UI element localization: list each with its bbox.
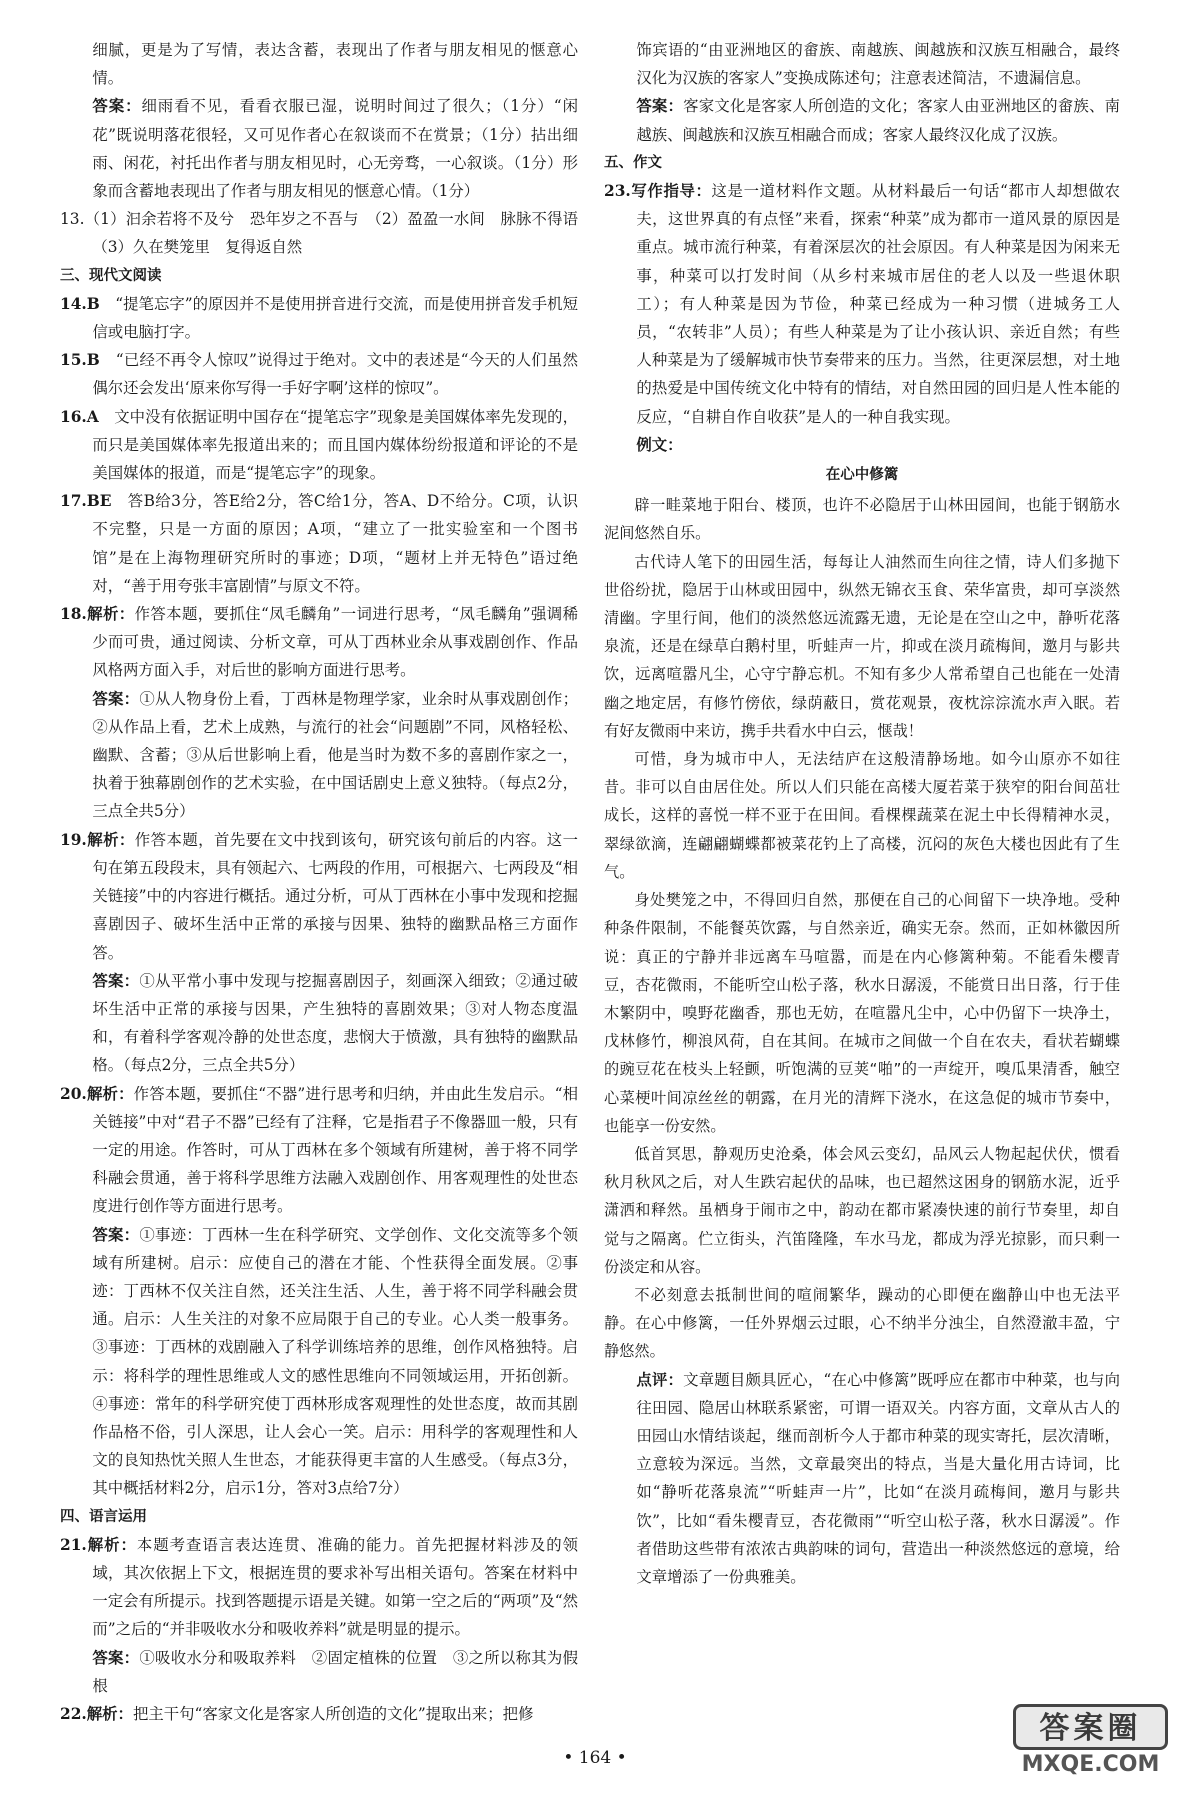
question-item xyxy=(60,205,594,261)
item-label: 15.B xyxy=(60,351,100,370)
item-label: 19.解析： xyxy=(60,830,135,849)
item-label: 答案： xyxy=(636,97,684,116)
item-text: “已经不再令人惊叹”说得过于绝对。文中的表述是“今天的人们虽然偶尔还会发出‘原来你写得一手好字啊’这样的惊叹”。 xyxy=(92,351,578,398)
answer-paragraph xyxy=(60,967,578,1080)
watermark-logo: 答案圈 xyxy=(1013,1704,1168,1750)
item-text: 作答本题，要抓住“不器”进行思考和归纳，并由此生发启示。“相关链接”中对“君子不器”已经有了注释，它是指君子不像器皿一般，只有一定的用途。作答时，可从丁西林在多个领域有所建树，善于将不同学科融会贯通，善于将科学思维方法融入戏剧创作、用客观理性的处世态度进行创作等方面进行思考。 xyxy=(92,1084,579,1216)
item-label: 23.写作指导： xyxy=(604,182,712,201)
item-label: 14.B xyxy=(60,294,100,313)
answer-paragraph xyxy=(60,1221,578,1503)
item-label: 答案： xyxy=(92,971,140,990)
item-label: 答案： xyxy=(92,689,140,708)
item-text: 答B给3分，答E给2分，答C给1分，答A、D不给分。C项，认识不完整，只是一方面的原因；A项，“建立了一批实验室和一个图书馆”是在上海物理研究所时的事迹；D项，“题材上并无特色”语过绝对，“善于用夸张丰富剧情”与原文不符。 xyxy=(92,492,578,595)
answer-paragraph xyxy=(604,1366,1120,1592)
item-text: 本题考查语言表达连贯、准确的能力。首先把握材料涉及的领域，其次依据上下文，根据连贯的要求补写出相关语句。答案在材料中一定会有所提示。找到答题提示语是关键。如第一空之后的“两项”及“然而”之后的“并非吸收水分和吸收养料”就是明显的提示。 xyxy=(92,1535,578,1639)
item-label: 16.A xyxy=(60,407,99,426)
answer-paragraph xyxy=(604,36,1120,92)
left-column xyxy=(60,36,594,1728)
sample-essay-label: 例文： xyxy=(636,435,683,454)
item-label: 20.解析： xyxy=(60,1084,134,1103)
item-label: 答案： xyxy=(92,1225,140,1244)
item-text: 作答本题，要抓住“凤毛麟角”一词进行思考，“凤毛麟角”强调稀少而可贵，通过阅读、分析文章，可从丁西林业余从事戏剧创作、作品风格两方面入手，对后世的影响方面进行思考。 xyxy=(92,605,578,680)
item-text: 细腻，更是为了写情，表达含蓄，表现出了作者与朋友相见的惬意心情。 xyxy=(92,41,578,88)
essay-paragraph: 低首冥思，静观历史沧桑，体会风云变幻，品风云人物起起伏伏，惯看秋月秋风之后，对人生跌宕起伏的品味，也已超然这困身的钢筋水泥，近乎潇洒和释然。虽栖身于闹市之中，韵动在都市紧凑快速的前行节奏里，却自觉与之隔离。伫立街头，汽笛隆隆，车水马龙，都成为浮光掠影，而只剩一份淡定和从容。 xyxy=(604,1144,1120,1276)
question-item xyxy=(60,826,578,967)
question-item xyxy=(60,1080,578,1221)
item-text: 饰宾语的“由亚洲地区的畲族、南越族、闽越族和汉族互相融合，最终汉化为汉族的客家人”变换成陈述句；注意表述简洁，不遗漏信息。 xyxy=(636,41,1120,88)
essay-paragraph: 可惜，身为城市中人，无法结庐在这般清静场地。如今山原亦不如往昔。非可以自由居住处。所以人们只能在高楼大厦若菜于狭窄的阳台间茁壮成长，这样的喜悦一样不亚于在田间。看棵棵蔬菜在泥土中长得精神水灵，翠绿欲滴，连翩翩蝴蝶都被菜花钓上了高楼，沉闷的灰色大楼也因此有了生气。 xyxy=(604,750,1120,881)
item-label: 21.解析： xyxy=(60,1535,137,1554)
essay-paragraph: 古代诗人笔下的田园生活，每每让人油然而生向往之情，诗人们多抛下世俗纷扰，隐居于山林或田园中，纵然无锦衣玉食、荣华富贵，却可享淡然清幽。字里行间，他们的淡然悠远流露无遗，无论是在空山之中，静听花落泉流，还是在绿草白鹅村里，听蛙声一片，抑或在淡月疏梅间，邀月与影共饮，远离喧嚣凡尘，心守宁静忘机。不知有多少人常希望自己也能在一处清幽之地定居，有修竹傍依，绿荫蔽日，赏花观景，夜枕淙淙流水声入眠。若有好友微雨中来访，携手共看水中白云，惬哉！ xyxy=(604,552,1120,740)
question-item xyxy=(604,177,1120,431)
question-item xyxy=(60,1531,578,1644)
item-label: 答案： xyxy=(92,1648,140,1667)
item-text: ①事迹：丁西林一生在科学研究、文学创作、文化交流等多个领域有所建树。启示：应使自己的潜在才能、个性获得全面发展。②事迹：丁西林不仅关注自然，还关注生活、人生，善于将不同学科融会贯通。启示：人生关注的对象不应局限于自己的专业。心人类一般事务。③事迹：丁西林的戏剧融入了科学训练培养的思维，创作风格独特。启示：将科学的理性思维或人文的感性思维向不同领域运用，开拓创新。④事迹：常年的科学研究使丁西林形成客观理性的处世态度，故而其剧作品格不俗，引人深思，让人会心一笑。启示：用科学的客观理性和人文的良知热忱关照人生世态，才能获得更丰富的人生感受。（每点3分，其中概括材料2分，启示1分，答对3点给7分） xyxy=(92,1225,578,1498)
item-text: ①从人物身份上看，丁西林是物理学家，业余时从事戏剧创作；②从作品上看，艺术上成熟，与流行的社会“问题剧”不同，风格轻松、幽默、含蓄；③从后世影响上看，他是当时为数不多的喜剧作家之一，执着于独幕剧创作的艺术实验，在中国话剧史上意义独特。（每点2分，三点全共5分） xyxy=(92,689,578,821)
page-number: • 164 • xyxy=(563,1748,627,1768)
essay-paragraph: 辟一畦菜地于阳台、楼顶，也许不必隐居于山林田园间，也能于钢筋水泥间悠然自乐。 xyxy=(604,496,1120,543)
item-text: 13.（1）汩余若将不及兮 恐年岁之不吾与 （2）盈盈一水间 脉脉不得语 （3）久在樊笼里 复得返自然 xyxy=(60,210,594,257)
essay-paragraph: 不必刻意去抵制世间的喧闹繁华，躁动的心即便在幽静山中也无法平静。在心中修篱，一任外界烟云过眼，心不纳半分浊尘，自然澄澈丰盈，宁静悠然。 xyxy=(604,1285,1120,1361)
item-text: 作答本题，首先要在文中找到该句，研究该句前后的内容。这一句在第五段段末，具有领起六、七两段的作用，可根据六、七两段及“相关链接”中的内容进行概括。通过分析，可从丁西林在小事中发现和挖掘喜剧因子、破坏生活中正常的承接与因果、独特的幽默品格三方面作答。 xyxy=(92,830,578,962)
section-heading: 五、作文 xyxy=(604,154,662,171)
question-item xyxy=(60,600,578,685)
item-text: 文中没有依据证明中国存在“提笔忘字”现象是美国媒体率先发现的，而只是美国媒体率先报道出来的；而且国内媒体纷纷报道和评论的不是美国媒体的报道，而是“提笔忘字”的现象。 xyxy=(92,407,578,483)
question-item xyxy=(60,1700,578,1728)
answer-paragraph xyxy=(60,92,578,205)
question-item xyxy=(60,346,578,402)
item-text: ①吸收水分和吸取养料 ②固定植株的位置 ③之所以称其为假根 xyxy=(92,1648,578,1695)
item-text: 文章题目颇具匠心，“在心中修篱”既呼应在都市中种菜，也与向往田园、隐居山林联系紧密，可谓一语双关。内容方面，文章从古人的田园山水情结谈起，继而剖析今人于都市种菜的现实寄托，层次清晰，立意较为深远。当然，文章最突出的特点，当是大量化用古诗词，比如“静听花落泉流”“听蛙声一片”，比如“在淡月疏梅间，邀月与影共饮”，比如“看朱樱青豆，杏花微雨”“听空山松子落，秋水日潺湲”。作者借助这些带有浓浓古典韵味的词句，营造出一种淡然悠远的意境，给文章增添了一份典雅美。 xyxy=(636,1370,1120,1586)
answer-paragraph xyxy=(60,36,578,92)
item-text: ①从平常小事中发现与挖掘喜剧因子，刻画深入细致；②通过破坏生活中正常的承接与因果，产生独特的喜剧效果；③对人物态度温和，有着科学客观冷静的处世态度，悲悯大于愤激，具有独特的幽默品格。（每点2分，三点全共5分） xyxy=(92,971,578,1075)
item-text: 客家文化是客家人所创造的文化；客家人由亚洲地区的畲族、南越族、闽越族和汉族互相融合而成；客家人最终汉化成了汉族。 xyxy=(636,97,1120,144)
question-item xyxy=(60,403,578,488)
item-label: 17.BE xyxy=(60,492,112,511)
answer-paragraph xyxy=(604,92,1120,148)
item-text: 这是一道材料作文题。从材料最后一句话“都市人却想做农夫，这世界真的有点怪”来看，探索“种菜”成为都市一道风景的原因是重点。城市流行种菜，有着深层次的社会原因。有人种菜是因为闲来无事，种菜可以打发时间（从乡村来城市居住的老人以及一些退休职工）；有人种菜是因为节俭，种菜已经成为一种习惯（进城务工人员，“农转非”人员）；有些人种菜是为了让小孩认识、亲近自然；有些人种菜是为了缓解城市快节奏带来的压力。当然，往更深层想，对土地的热爱是中国传统文化中特有的情结，对自然田园的回归是人性本能的反应，“自耕自作自收获”是人的一种自我实现。 xyxy=(636,182,1120,426)
watermark xyxy=(1013,1704,1168,1782)
answer-paragraph xyxy=(60,685,578,826)
item-text: 细雨看不见，看看衣服已湿，说明时间过了很久；（1分）“闲花”既说明落花很轻，又可见作者心在叙谈而不在赏景；（1分）拈出细雨、闲花，衬托出作者与朋友相见时，心无旁骛，一心叙谈。（1分）形象而含蓄地表现出了作者与朋友相见的惬意心情。（1分） xyxy=(92,97,578,201)
item-text: “提笔忘字”的原因并不是使用拼音进行交流，而是使用拼音发手机短信或电脑打字。 xyxy=(92,294,578,342)
section-heading: 三、现代文阅读 xyxy=(60,267,162,284)
essay-paragraph: 身处樊笼之中，不得回归自然，那便在自己的心间留下一块净地。受种种条件限制，不能餐英饮露，与自然亲近，确实无奈。然而，正如林徽因所说：真正的宁静并非远离车马喧嚣，而是在内心修篱种菊。不能看朱樱青豆，杏花微雨，不能听空山松子落，秋水日潺湲，不能赏日出日落，行于佳木繁阴中，嗅野花幽香，那也无妨，在喧嚣凡尘中，心中仍留下一块净土，戊林修竹，柳浪风荷，自在其间。在城市之间做一个自在农夫，看状若蝴蝶的豌豆花在枝头上轻颤，听饱满的豆荚“啪”的一声绽开，嗅瓜果清香，触空心菜梗叶间凉丝丝的朝露，在月光的清辉下浇水，在这急促的城市节奏中，也能享一份安然。 xyxy=(604,891,1120,1135)
watermark-url: MXQE.COM xyxy=(1021,1752,1160,1777)
essay-title: 在心中修篱 xyxy=(825,467,899,484)
item-label: 18.解析： xyxy=(60,605,135,624)
item-text: 把主干句“客家文化是客家人所创造的文化”提取出来；把修 xyxy=(132,1704,534,1723)
answer-paragraph xyxy=(60,1644,578,1700)
item-label: 22.解析： xyxy=(60,1704,133,1723)
item-label: 答案： xyxy=(92,97,142,116)
question-item xyxy=(60,487,578,600)
right-column xyxy=(604,36,1120,1591)
item-label: 点评： xyxy=(636,1370,684,1389)
question-item xyxy=(60,290,578,346)
section-heading: 四、语言运用 xyxy=(60,1508,147,1525)
